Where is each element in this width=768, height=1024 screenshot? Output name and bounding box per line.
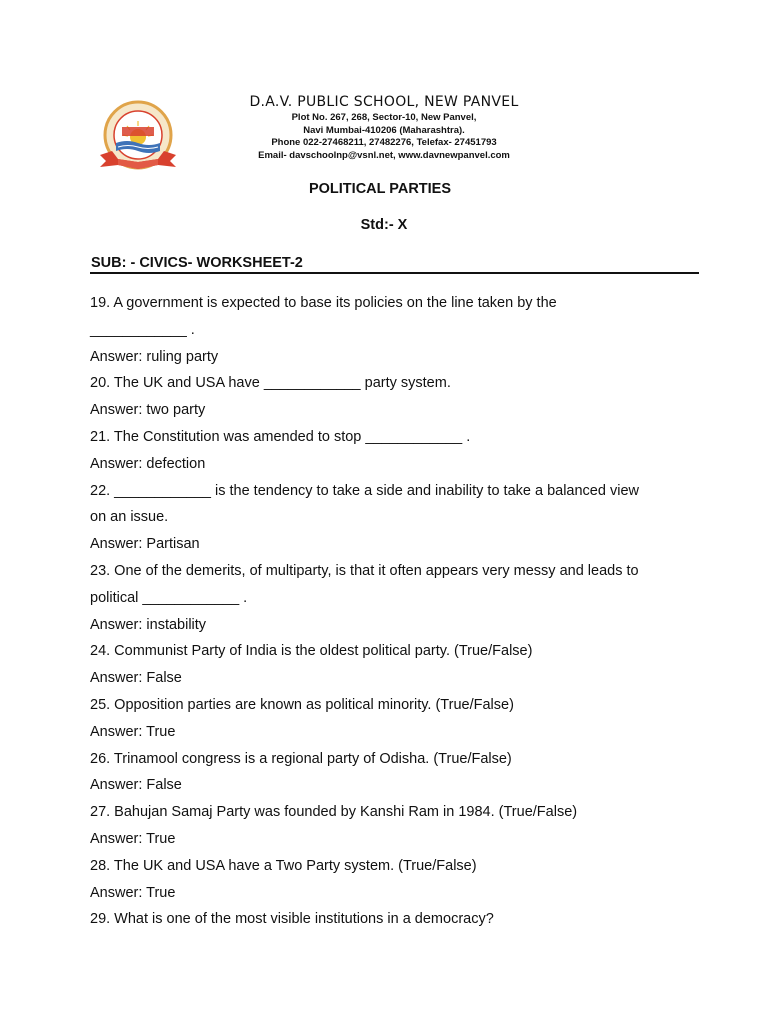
address-line-2: Navi Mumbai-410206 (Maharashtra). [303,124,465,136]
question-line: 19. A government is expected to base its policies on the line taken by the [90,295,557,311]
answer-line: Answer: True [90,884,176,901]
answer-line: Answer: ruling party [90,348,219,365]
question-line: on an issue. [90,509,169,526]
question-line: 26. Trinamool congress is a regional party of Odisha. (True/False) [90,750,512,767]
address-line-1: Plot No. 267, 268, Sector-10, New Panvel, [291,112,477,123]
standard-label: Std:- X [360,217,408,233]
answer-line: Answer: instability [90,616,207,633]
school-header [234,92,534,162]
question-list [90,290,710,933]
school-name: D.A.V. PUBLIC SCHOOL, NEW PANVEL [249,94,519,110]
answer-line: Answer: True [90,723,176,740]
question-line: 25. Opposition parties are known as political minority. (True/False) [90,696,514,713]
question-line: 28. The UK and USA have a Two Party system. (True/False) [90,857,477,874]
question-line: ____________ . [90,321,195,338]
answer-line: Answer: True [90,830,176,847]
question-line: 22. ____________ is the tendency to take a side and inability to take a balanced view [90,482,639,499]
email-line: Email- davschoolnp@vsnl.net, www.davnewpanvel.com [258,149,510,161]
question-line: 20. The UK and USA have ____________ party system. [90,375,451,392]
answer-line: Answer: Partisan [90,536,200,553]
subject-heading: SUB: - CIVICS- WORKSHEET-2 [91,255,303,271]
header-rule [90,272,699,274]
question-line: 21. The Constitution was amended to stop ____________ . [90,428,471,445]
phone-line: Phone 022-27468211, 27482276, Telefax- 27451793 [271,137,497,148]
question-line: political ____________ . [90,589,248,606]
question-line: 29. What is one of the most visible institutions in a democracy? [90,911,494,928]
question-line: 24. Communist Party of India is the oldest political party. (True/False) [90,643,533,660]
worksheet-title: POLITICAL PARTIES [308,181,452,197]
question-line: 23. One of the demerits, of multiparty, is that it often appears very messy and leads to [90,562,639,579]
answer-line: Answer: False [90,670,182,687]
answer-line: Answer: two party [90,402,206,419]
answer-line: Answer: False [90,777,182,794]
question-line: 27. Bahujan Samaj Party was founded by Kanshi Ram in 1984. (True/False) [90,804,578,821]
school-logo [94,99,182,177]
school-emblem-icon [94,99,182,177]
answer-line: Answer: defection [90,455,206,472]
